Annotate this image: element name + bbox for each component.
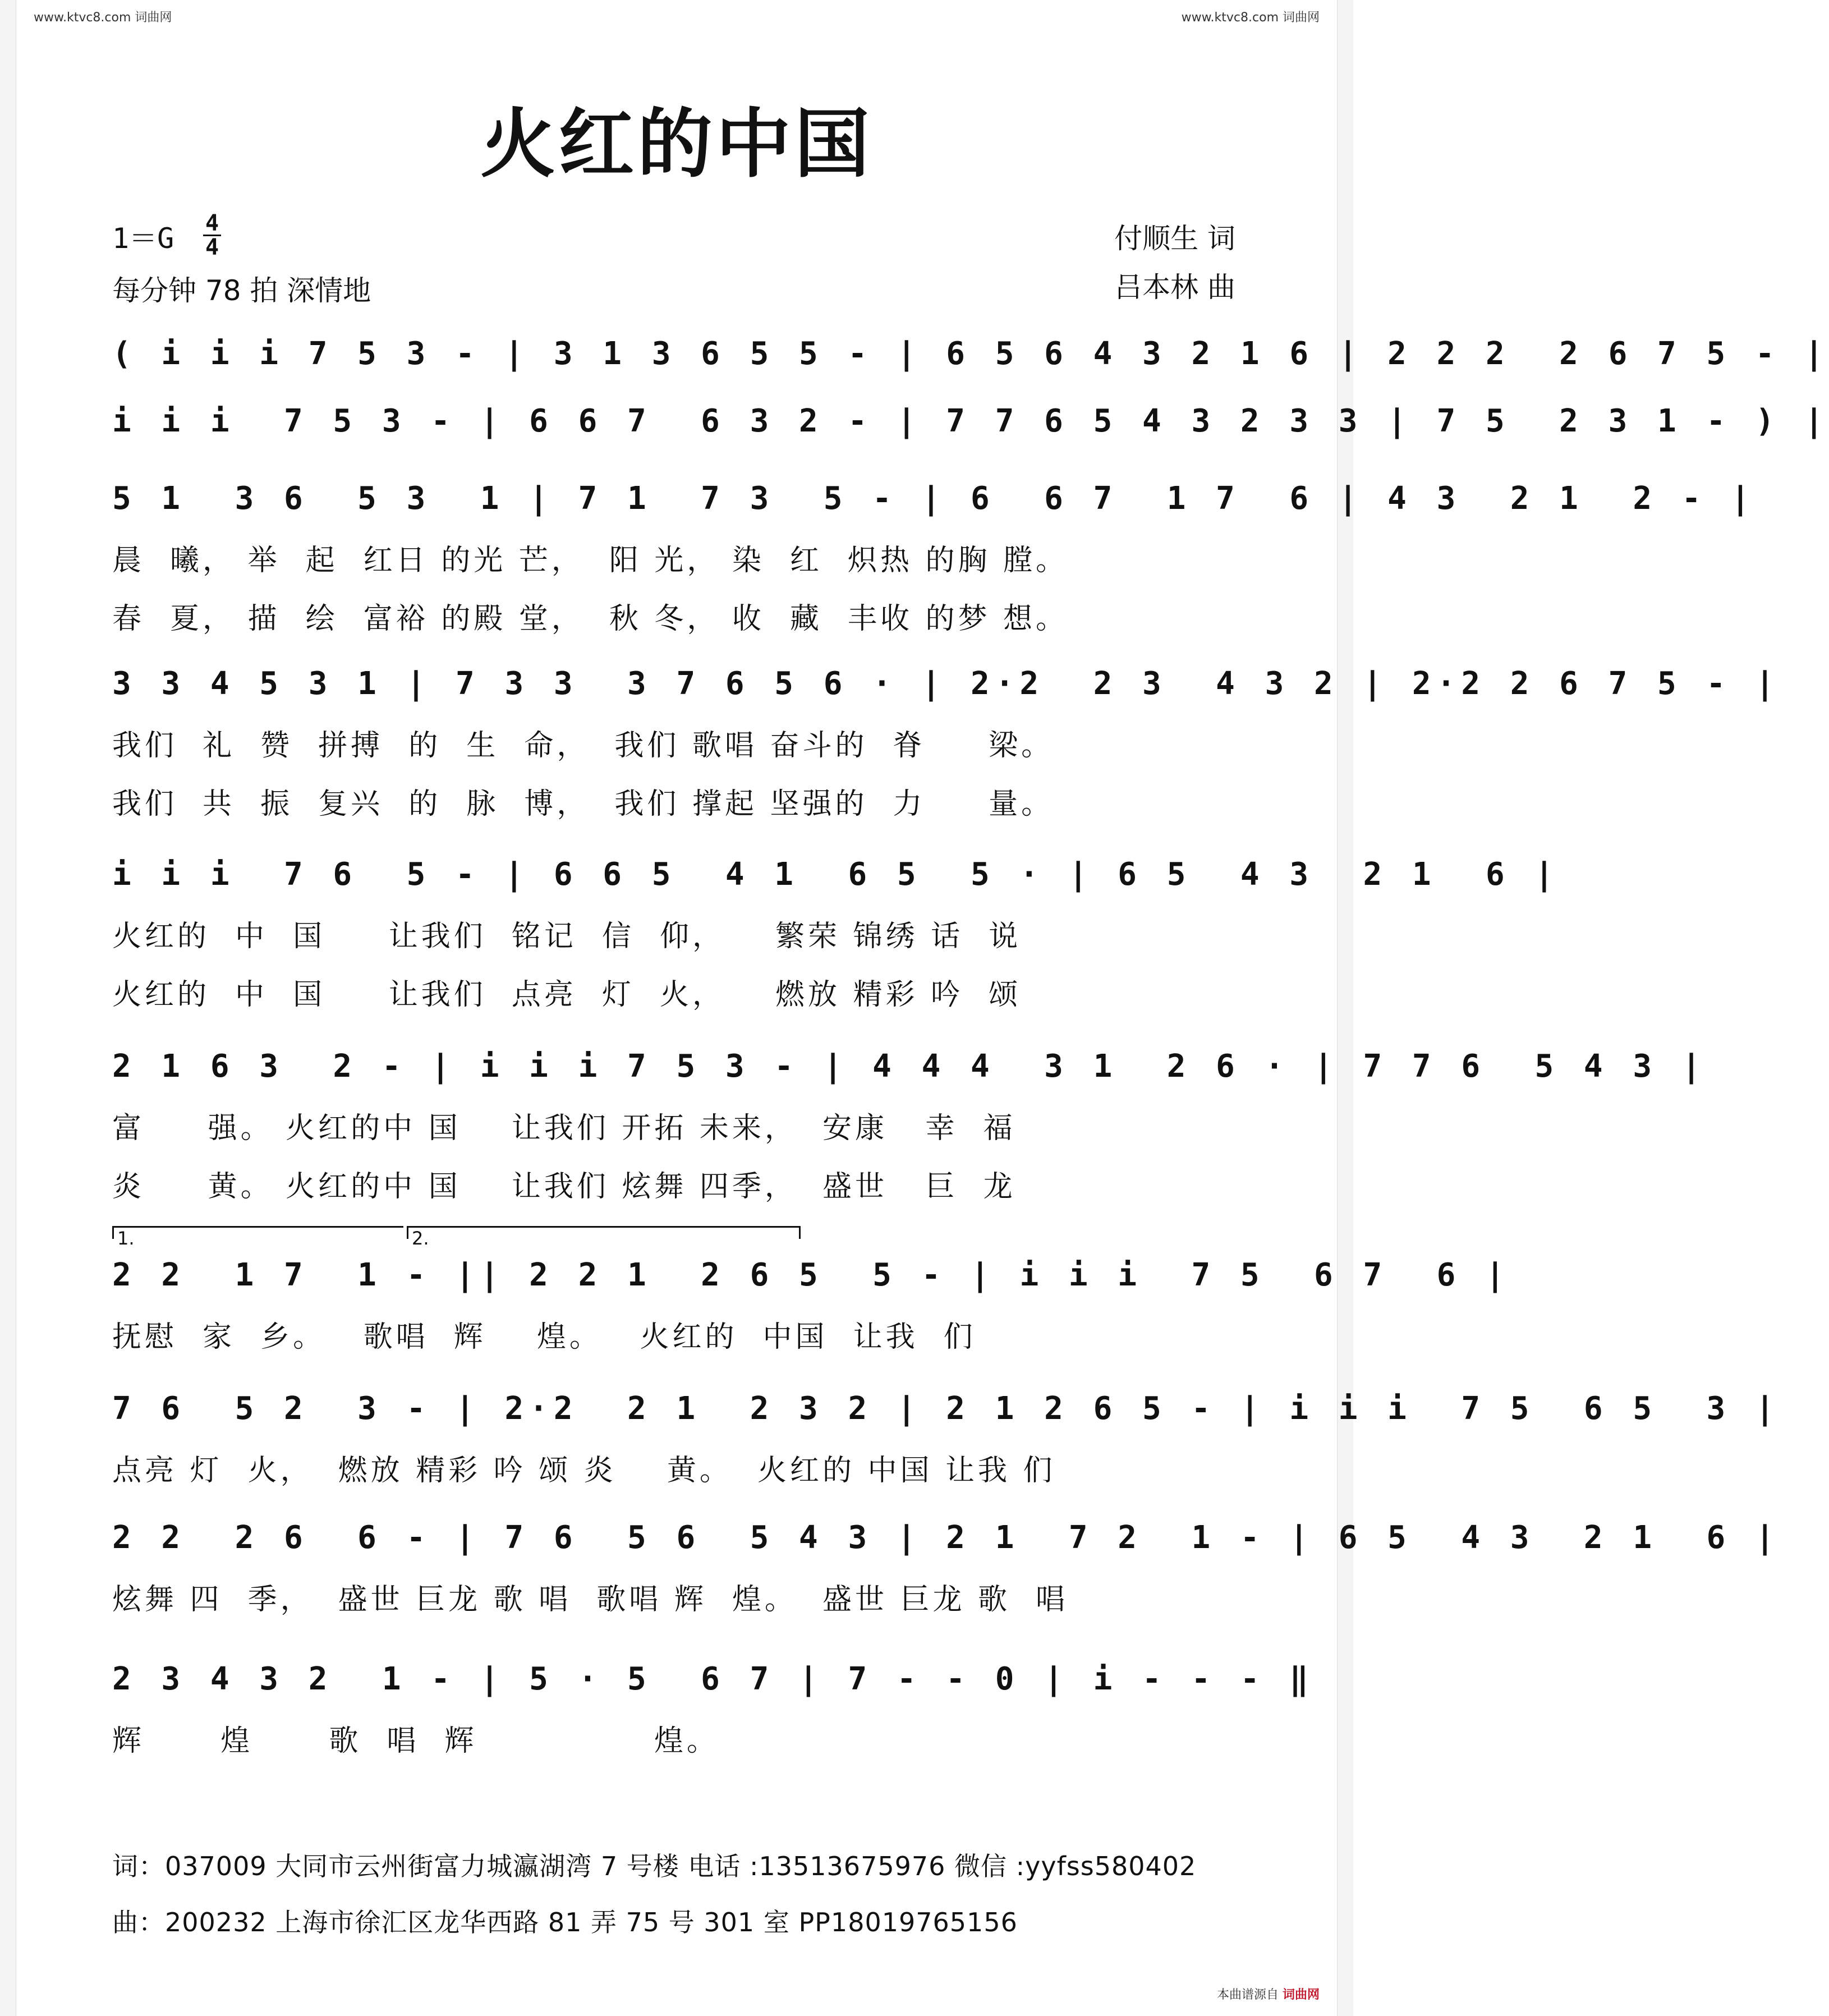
- notation-line: 2 1 6 3 2 - | i i i 7 5 3 - | 4 4 4 3 1 2 6 · | 7 7 6 5 4 3 |: [112, 1048, 1707, 1085]
- notation-line: 7 6 5 2 3 - | 2·2 2 1 2 3 2 | 2 1 2 6 5 - | i i i 7 5 6 5 3 |: [112, 1390, 1780, 1427]
- notation-line: 5 1 3 6 5 3 1 | 7 1 7 3 5 - | 6 6 7 1 7 6 | 4 3 2 1 2 - |: [112, 480, 1756, 517]
- volta-first-ending: [112, 1226, 403, 1249]
- lyric-verse-1: 富 强。 火红的中 国 让我们 开拓 未来， 安康 幸 福: [112, 1112, 1016, 1145]
- volta-second-ending: [407, 1226, 801, 1249]
- right-margin-strip: [1337, 0, 1353, 2016]
- notation-line: i i i 7 6 5 - | 6 6 5 4 1 6 5 5 · | 6 5 4 3 2 1 6 |: [112, 856, 1560, 893]
- lyric-verse-1: 炫舞 四 季， 盛世 巨龙 歌 唱 歌唱 辉 煌。 盛世 巨龙 歌 唱: [112, 1583, 1069, 1617]
- time-signature: [201, 212, 223, 259]
- notation-line: 3 3 4 5 3 1 | 7 3 3 3 7 6 5 6 · | 2·2 2 3 4 3 2 | 2·2 2 6 7 5 - |: [112, 665, 1780, 702]
- notation-line: 2 2 1 7 1 - || 2 2 1 2 6 5 5 - | i i i 7 5 6 7 6 |: [112, 1256, 1510, 1293]
- left-margin-strip: [0, 0, 16, 2016]
- composer-credit: 吕本林 曲: [1114, 271, 1235, 304]
- lyric-verse-2: 我们 共 振 复兴 的 脉 博， 我们 撑起 坚强的 力 量。: [112, 787, 1054, 821]
- watermark-brand: 词曲网: [1282, 1988, 1320, 2002]
- corner-site-label-left: www.ktvc8.com 词曲网: [34, 11, 172, 25]
- notation-line: i i i 7 5 3 - | 6 6 7 6 3 2 - | 7 7 6 5 4 3 2 3 3 | 7 5 2 3 1 - ) |: [112, 402, 1829, 439]
- source-watermark: [1217, 1985, 1320, 2003]
- lyric-verse-1: 点亮 灯 火， 燃放 精彩 吟 颂 炎 黄。 火红的 中国 让我 们: [112, 1454, 1056, 1487]
- notation-line: 2 2 2 6 6 - | 7 6 5 6 5 4 3 | 2 1 7 2 1 - | 6 5 4 3 2 1 6 |: [112, 1519, 1780, 1556]
- watermark-text: 本曲谱源自: [1216, 1988, 1279, 2002]
- volta-first-label: 1.: [117, 1228, 135, 1249]
- key-signature: 1＝G: [112, 222, 174, 255]
- lyric-verse-2: 春 夏， 描 绘 富裕 的殿 堂， 秋 冬， 收 藏 丰收 的梦 想。: [112, 602, 1069, 636]
- time-signature-top: 4: [205, 210, 219, 236]
- composer-contact: 曲：200232 上海市徐汇区龙华西路 81 弄 75 号 301 室 PP18019765156: [112, 1907, 1018, 1937]
- lyric-verse-1: 我们 礼 赞 拼搏 的 生 命， 我们 歌唱 奋斗的 脊 梁。: [112, 729, 1054, 763]
- lyric-verse-2: 炎 黄。 火红的中 国 让我们 炫舞 四季， 盛世 巨 龙: [112, 1170, 1016, 1204]
- lyric-verse-1: 辉 煌 歌 唱 辉 煌。: [112, 1724, 719, 1758]
- lyricist-contact: 词：037009 大同市云州街富力城瀛湖湾 7 号楼 电话 :13513675976 微信 :yyfss580402: [112, 1851, 1197, 1881]
- song-title: 火红的中国: [480, 100, 873, 188]
- lyricist-credit: 付顺生 词: [1114, 222, 1235, 255]
- lyric-verse-1: 火红的 中 国 让我们 铭记 信 仰， 繁荣 锦绣 话 说: [112, 920, 1022, 953]
- lyric-verse-1: 晨 曦， 举 起 红日 的光 芒， 阳 光， 染 红 炽热 的胸 膛。: [112, 544, 1069, 577]
- notation-line: ( i i i 7 5 3 - | 3 1 3 6 5 5 - | 6 5 6 4 3 2 1 6 | 2 2 2 2 6 7 5 - |: [112, 335, 1829, 372]
- lyric-verse-2: 火红的 中 国 让我们 点亮 灯 火， 燃放 精彩 吟 颂: [112, 978, 1022, 1012]
- lyric-verse-1: 抚慰 家 乡。 歌唱 辉 煌。 火红的 中国 让我 们: [112, 1320, 976, 1354]
- volta-second-label: 2.: [412, 1228, 429, 1249]
- time-signature-bottom: 4: [205, 235, 219, 260]
- tempo-marking: 每分钟 78 拍 深情地: [112, 274, 371, 307]
- corner-site-label-right: www.ktvc8.com 词曲网: [1181, 11, 1320, 25]
- notation-line: 2 3 4 3 2 1 - | 5 · 5 6 7 | 7 - - 0 | i - - - ‖: [112, 1660, 1315, 1697]
